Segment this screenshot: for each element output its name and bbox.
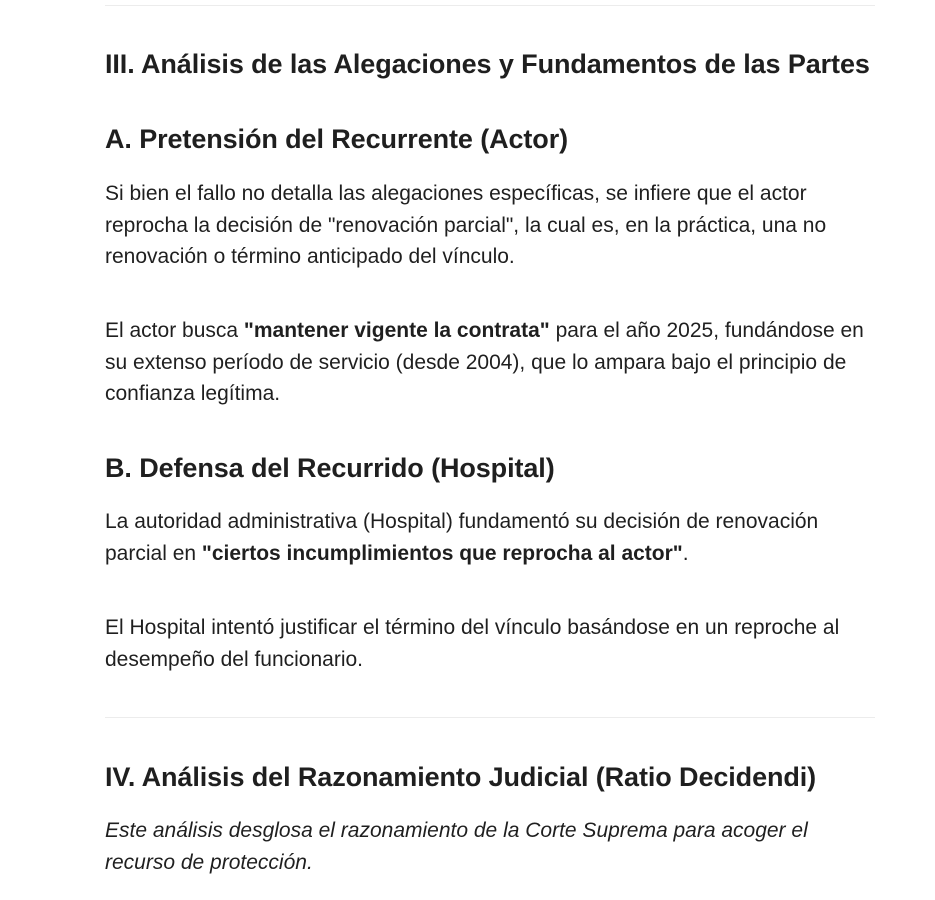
para-text: . [682, 541, 689, 565]
subsection-b-heading: B. Defensa del Recurrido (Hospital) [105, 453, 555, 483]
section-divider [105, 717, 875, 718]
para-emphasis: "ciertos incumplimientos que reprocha al actor" [201, 541, 683, 565]
section-3-heading: III. Análisis de las Alegaciones y Fundamentos de las Partes [105, 49, 870, 79]
para-text: para el año 2025, fundándose en su extenso período de servicio (desde 2004), que lo ampara bajo el principio de confianza legítima. [105, 319, 864, 405]
subsection-b-paragraph-2: El Hospital intentó justificar el término del vínculo basándose en un reproche al desempeño del funcionario. [105, 616, 840, 671]
section-4-intro: Este análisis desglosa el razonamiento de la Corte Suprema para acoger el recurso de protección. [105, 819, 808, 874]
subsection-a-paragraph-2 [105, 315, 875, 410]
subsection-a-heading: A. Pretensión del Recurrente (Actor) [105, 124, 568, 154]
subsection-a-paragraph-1: Si bien el fallo no detalla las alegaciones específicas, se infiere que el actor reprocha la decisión de "renovación parcial", la cual es, en la práctica, una no renovación o término anticipado del vínculo. [105, 182, 827, 268]
para-emphasis: "mantener vigente la contrata" [243, 319, 550, 342]
section-4-heading: IV. Análisis del Razonamiento Judicial (Ratio Decidendi) [105, 762, 817, 792]
top-divider [105, 5, 875, 6]
para-text: La autoridad administrativa (Hospital) fundamentó su decisión de renovación parcial en [105, 510, 819, 565]
para-text: El actor busca [105, 319, 244, 342]
subsection-b-paragraph-1 [105, 506, 875, 569]
